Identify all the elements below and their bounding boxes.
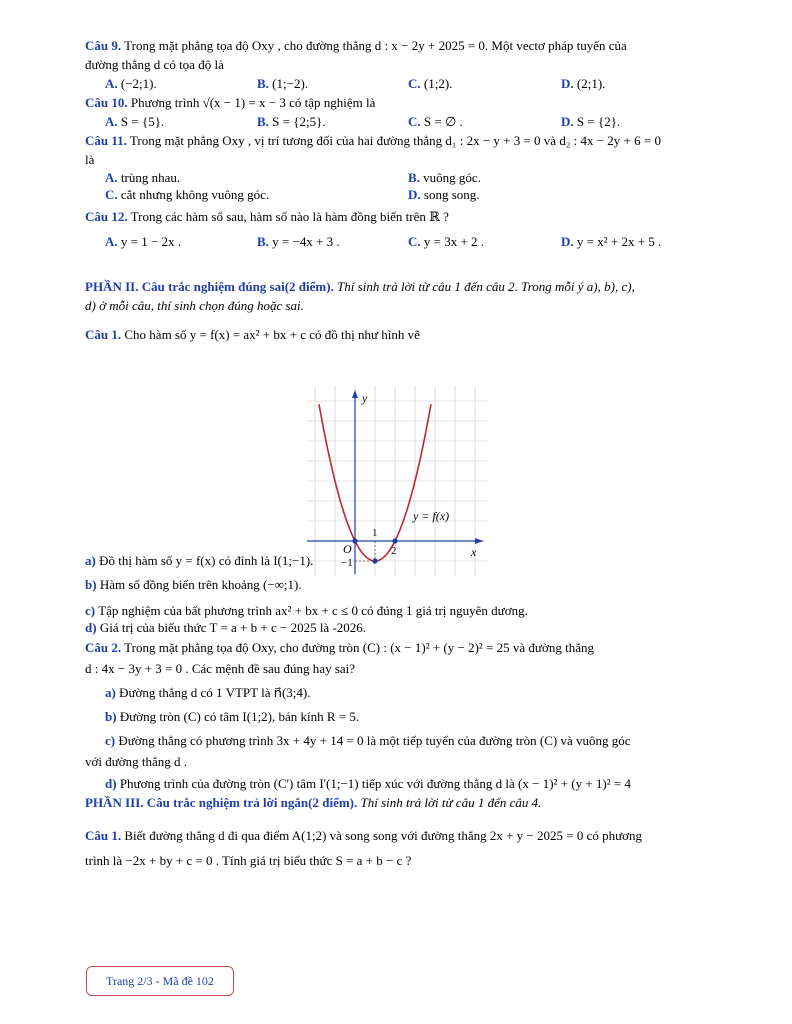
- question-text-cont: đường thẳng d có tọa độ là: [85, 57, 224, 72]
- question-9: [85, 36, 711, 55]
- point-vertex: [372, 558, 377, 563]
- option-c[interactable]: C. cắt nhưng không vuông góc.: [105, 187, 270, 202]
- option-a[interactable]: A. S = {5}.: [105, 114, 165, 129]
- question-label: Câu 1.: [85, 327, 122, 342]
- tick-label-1: 1: [372, 527, 378, 539]
- statement-b[interactable]: b) Hàm số đồng biến trên khoảng (−∞;1).: [85, 577, 302, 592]
- tick-label-2: 2: [391, 545, 397, 557]
- question-text: Trong mặt phẳng Oxy , vị trí tương đối của hai đường thẳng d₁ : 2x − y + 3 = 0 và d₂ : 4x − 2y + 6 = 0: [126, 133, 661, 148]
- question-text: Trong mặt phẳng tọa độ Oxy, cho đường tròn (C) : (x − 1)² + (y − 2)² = 25 và đường thẳng: [121, 640, 594, 655]
- part2-heading-line: [85, 277, 711, 296]
- question-text: Biết đường thẳng d đi qua điểm A(1;2) và song song với đường thẳng 2x + y − 2025 = 0 có phương: [121, 828, 643, 843]
- y-axis-label: y: [362, 391, 368, 405]
- option-d[interactable]: D. S = {2}.: [561, 114, 621, 129]
- option-c[interactable]: C. (1;2).: [408, 76, 453, 91]
- point-origin: [352, 538, 357, 543]
- question-text-cont: d : 4x − 3y + 3 = 0 . Các mệnh đề sau đúng hay sai?: [85, 661, 356, 676]
- option-d[interactable]: D. (2;1).: [561, 76, 606, 91]
- options-row: [85, 232, 711, 251]
- statement-d[interactable]: d) Giá trị của biểu thức T = a + b + c − 2025 là -2026.: [85, 620, 367, 635]
- origin-label: O: [343, 542, 352, 556]
- option-b[interactable]: B. y = −4x + 3 .: [257, 234, 340, 249]
- option-a[interactable]: A. (−2;1).: [105, 76, 157, 91]
- page-footer: Trang 2/3 - Mã đề 102: [86, 966, 234, 996]
- options-row: [85, 112, 711, 131]
- option-c[interactable]: C. S = ∅ .: [408, 114, 463, 129]
- option-d[interactable]: D. song song.: [408, 187, 480, 202]
- options-row: [85, 169, 711, 186]
- statement-d[interactable]: d) Phương trình của đường tròn (C') tâm I'(1;−1) tiếp xúc với đường thẳng d là (x − 1)² + (y + 1)² = 4: [105, 776, 631, 791]
- option-b[interactable]: B. vuông góc.: [408, 170, 481, 185]
- question-text: Phương trình √(x − 1) = x − 3 có tập nghiệm là: [127, 95, 376, 110]
- option-b[interactable]: B. S = {2;5}.: [257, 114, 326, 129]
- x-axis-label: x: [471, 545, 477, 559]
- part3-question-1: [85, 826, 711, 845]
- part3-heading-line: [85, 793, 711, 812]
- part3-heading: PHẦN III. Câu trắc nghiệm trả lời ngắn(2 điểm).: [85, 795, 358, 810]
- curve-label: y = f(x): [413, 509, 450, 523]
- option-d[interactable]: D. y = x² + 2x + 5 .: [561, 234, 662, 249]
- statement-a[interactable]: a) Đường thẳng d có 1 VTPT là n⃗(3;4).: [105, 685, 311, 700]
- question-label: Câu 11.: [85, 133, 127, 148]
- question-label: Câu 10.: [85, 95, 128, 110]
- part2-question-2: [85, 638, 711, 657]
- option-c[interactable]: C. y = 3x + 2 .: [408, 234, 485, 249]
- part2-instructions: Thí sinh trả lời từ câu 1 đến câu 2. Trong mỗi ý a), b), c),: [333, 279, 635, 294]
- question-text: Trong các hàm số sau, hàm số nào là hàm đồng biến trên ℝ ?: [127, 209, 449, 224]
- question-label: Câu 1.: [85, 828, 122, 843]
- part2-heading: PHẦN II. Câu trắc nghiệm đúng sai(2 điểm).: [85, 279, 334, 294]
- question-text-cont: trình là −2x + by + c = 0 . Tính giá trị biểu thức S = a + b − c ?: [85, 853, 412, 868]
- statement-c[interactable]: c) Tập nghiệm của bất phương trình ax² + bx + c ≤ 0 có đúng 1 giá trị nguyên dương.: [85, 603, 528, 618]
- tick-label-minus-1: −1: [341, 557, 353, 569]
- question-label: Câu 9.: [85, 38, 122, 53]
- option-a[interactable]: A. trùng nhau.: [105, 170, 181, 185]
- question-text: Trong mặt phẳng tọa độ Oxy , cho đường thẳng d : x − 2y + 2025 = 0. Một vectơ pháp tuyến của: [121, 38, 627, 53]
- option-a[interactable]: A. y = 1 − 2x .: [105, 234, 182, 249]
- statement-b[interactable]: b) Đường tròn (C) có tâm I(1;2), bán kính R = 5.: [105, 709, 360, 724]
- question-12: [85, 207, 711, 226]
- question-text-cont: là: [85, 152, 95, 167]
- part3-instructions: Thí sinh trả lời từ câu 1 đến câu 4.: [357, 795, 542, 810]
- question-11: [85, 131, 711, 150]
- x-axis-arrow-icon: [475, 538, 483, 544]
- graph-grid: [307, 386, 487, 576]
- statement-a[interactable]: a) Đồ thị hàm số y = f(x) có đỉnh là I(1;−1).: [85, 553, 314, 568]
- statement-c[interactable]: c) Đường thẳng có phương trình 3x + 4y + 14 = 0 là một tiếp tuyến của đường tròn (C) và vuông góc: [105, 733, 631, 748]
- options-row: [85, 186, 711, 203]
- option-b[interactable]: B. (1;−2).: [257, 76, 309, 91]
- question-text: Cho hàm số y = f(x) = ax² + bx + c có đồ thị như hình vẽ: [121, 327, 420, 342]
- part2-instructions-cont: d) ở mỗi câu, thí sinh chọn đúng hoặc sai.: [85, 298, 304, 313]
- y-axis-arrow-icon: [352, 390, 358, 398]
- part2-question-1: [85, 325, 711, 344]
- question-10: [85, 93, 711, 112]
- options-row: [85, 74, 711, 93]
- question-label: Câu 12.: [85, 209, 128, 224]
- question-label: Câu 2.: [85, 640, 122, 655]
- statement-c-cont: với đường thẳng d .: [85, 754, 188, 769]
- parabola-graph: [307, 386, 487, 576]
- point-x2: [392, 538, 397, 543]
